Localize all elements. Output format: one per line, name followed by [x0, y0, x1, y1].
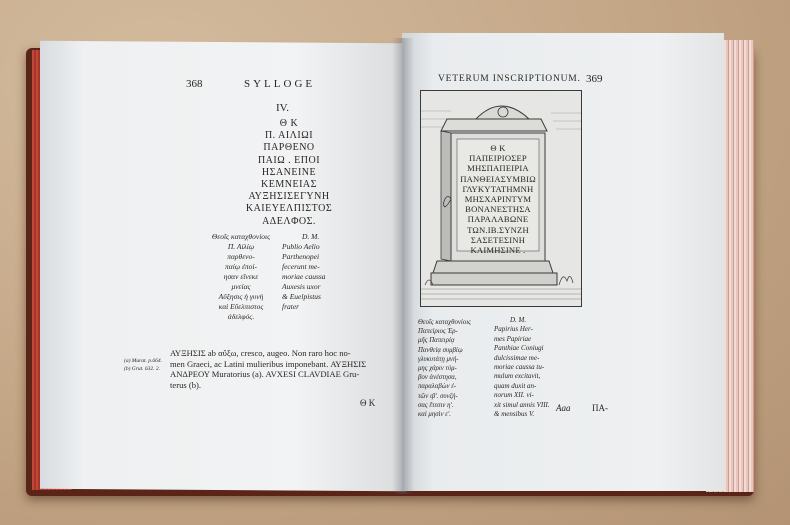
latin-line: frater: [282, 302, 300, 311]
latin-line: Papirius Her-: [494, 325, 533, 334]
left-inscription: [214, 118, 364, 228]
stele-line: ΜΗΣΠΑΠΕΙΡΙΑ: [467, 163, 529, 174]
greek-line: Πανθείᾳ συμβίῳ: [418, 346, 463, 354]
latin-line: dulcissimae me-: [494, 353, 540, 362]
left-commentary: [170, 348, 366, 390]
greek-line: ησαν εἵνεκε: [223, 272, 259, 281]
footnote: (a) Murat. p.664.: [124, 358, 163, 364]
section-number: IV.: [276, 102, 289, 114]
greek-line: μης χάριν τύμ-: [418, 365, 457, 373]
inscription-line: Π. ΑΙΛΙΩΙ: [264, 130, 314, 142]
latin-line: Publio Aelio: [282, 242, 320, 251]
greek-line: καὶ μησὶν εʹ.: [418, 411, 451, 419]
right-page-number: 369: [586, 73, 603, 85]
stele-line: ΣΑΣΕΤΕΣΙΝΗ: [470, 234, 526, 245]
greek-line: βον ἀνέστησα,: [418, 374, 457, 382]
stele-line: Θ Κ: [490, 143, 506, 153]
latin-line: norum XII. vi-: [494, 391, 534, 400]
stele-line: ΒΟΝΑΝΕΣΤΗΣΑ: [465, 204, 531, 215]
inscription-line: ΗΣΑΝΕΙΝΕ: [261, 166, 317, 178]
footnote: (b) Grut. 632. 2.: [124, 365, 161, 372]
greek-line: γλυκυτάτῃ μνή-: [418, 355, 459, 363]
stele-line: ΠΑΡΑΛΑΒΩΝΕ: [467, 214, 529, 225]
commentary-line: ΑΥΞΗΣΙΣ ab αὔξω, cresco, augeo. Non raro hoc no-: [170, 348, 351, 358]
greek-line: παραλαβὼν ἐ-: [418, 383, 457, 391]
greek-line: Θεοῖς καταχθονίοις: [211, 232, 271, 241]
stele-line: ΤΩΝ.ΙΒ.ΣΥΝΖΗ: [467, 224, 529, 235]
commentary-line: ΑΝΔΡΕΟΥ Muratorius (a). AVXESI CLAVDIAE Gru-: [170, 369, 360, 379]
stele-line: ΓΛΥΚΥΤΑΤΗΜΝΗ: [462, 183, 534, 194]
stele-line: ΚΑΙΜΗΣΙΝΕ .: [470, 245, 526, 256]
latin-line: moriae caussa: [282, 272, 326, 281]
inscription-line: ΚΑΙΕΥΕΛΠΙΣΤΟΣ: [245, 203, 333, 215]
latin-line: & mensibus V.: [494, 410, 535, 419]
inscription-line: ΠΑΙΩ . ΕΠΟΙ: [257, 154, 321, 166]
left-page-number: 368: [186, 78, 203, 90]
right-catchword: ΠΑ-: [592, 403, 608, 413]
latin-line: & Euelpistus: [282, 292, 321, 301]
greek-line: Παπείριος Ἑρ-: [418, 328, 458, 336]
latin-line: mulum excitavit,: [494, 372, 541, 381]
greek-line: ἀδελφός.: [227, 312, 255, 321]
greek-line: Αὔξησις ἡ γυνὴ: [218, 292, 264, 301]
right-greek-translation: [418, 318, 494, 419]
greek-line: μῆς Παπειρίᾳ: [418, 337, 455, 345]
greek-line: σας ἔτεσιν ηʹ.: [418, 401, 454, 409]
greek-line: Θεοῖς καταχθονίοις: [418, 319, 471, 326]
latin-line: D. M.: [510, 316, 527, 324]
greek-line: παίῳ ἐποί-: [225, 262, 257, 271]
inscription-line: ΑΔΕΛΦΟΣ.: [262, 215, 316, 227]
latin-line: fecerunt me-: [282, 262, 320, 271]
inscription-line: ΑΥΞΗΣΙΣΕΓΥΝΗ: [248, 191, 330, 203]
latin-line: Auxesis uxor: [282, 282, 321, 291]
printer-signature: Aaa: [556, 403, 571, 413]
greek-line: καὶ Εὔελπιστος: [218, 302, 264, 311]
left-greek-translation: [206, 232, 276, 322]
latin-line: mes Papiriae: [494, 334, 532, 343]
left-latin-translation: [282, 232, 362, 312]
latin-line: Parthenopei: [282, 252, 320, 261]
latin-line: quam duxit an-: [494, 381, 537, 390]
left-footnotes: [124, 358, 162, 373]
commentary-line: terus (b).: [170, 379, 202, 390]
stele-inscription: [457, 143, 539, 255]
greek-line: Π. Αἰλίῳ: [227, 242, 255, 251]
latin-line: moriae caussa tu-: [494, 363, 545, 372]
latin-line: D. M.: [302, 232, 320, 241]
inscription-line: ΚΕΜΝΕΙΑΣ: [261, 179, 317, 191]
greek-line: παρθενο-: [227, 252, 255, 261]
inscription-line: ΠΑΡΘΕΝΟ: [263, 142, 315, 154]
commentary-line: men Graeci, ac Latini mulieribus imponebant. ΑΥΞΗΣΙΣ: [170, 358, 367, 369]
stele-line: ΜΗΣΧΑΡΙΝΤΥΜ: [464, 194, 532, 205]
book-gutter: [392, 38, 414, 494]
right-running-head: VETERUM INSCRIPTIONUM.: [438, 74, 581, 84]
stele-engraving: [420, 90, 582, 307]
greek-line: τῶν ιβʹ. συνζή-: [418, 392, 458, 400]
latin-line: xit simul annis VIII.: [494, 400, 550, 409]
stele-line: ΠΑΝΘΕΙΑΣΥΜΒΙΩ: [460, 173, 536, 184]
stele-line: ΠΑΠΕΙΡΙΟΣΕΡ: [469, 153, 527, 164]
inscription-line: Θ Κ: [279, 118, 299, 129]
left-catchword: Θ Κ: [360, 398, 376, 408]
greek-line: μνείας: [231, 282, 251, 291]
latin-line: Panthiae Coniugi: [494, 344, 544, 353]
left-running-head: SYLLOGE: [244, 78, 316, 90]
